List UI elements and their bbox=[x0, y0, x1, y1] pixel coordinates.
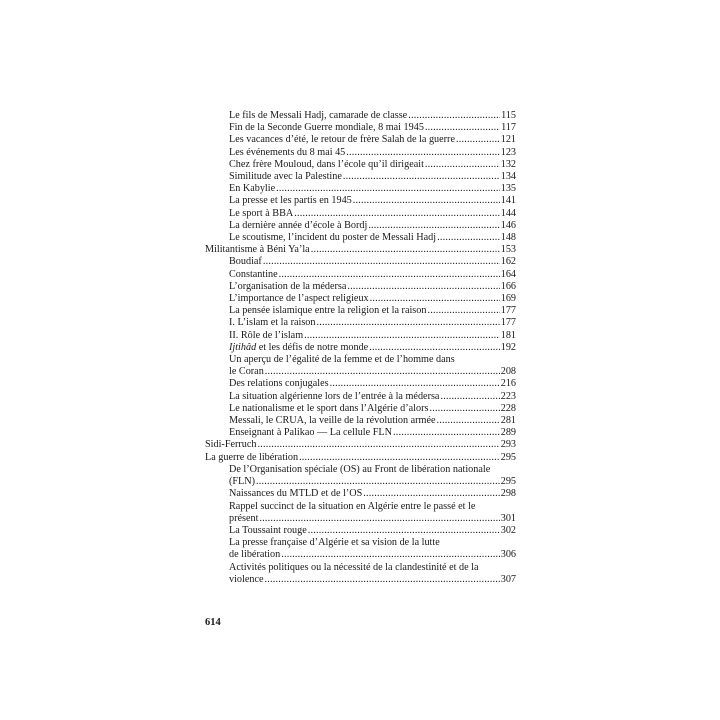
toc-entry bbox=[205, 537, 516, 561]
toc-entry-line bbox=[229, 147, 516, 159]
toc-entry-title: Sidi-Ferruch bbox=[205, 439, 257, 451]
dot-leader bbox=[308, 525, 500, 537]
toc-page-number: 216 bbox=[500, 378, 516, 390]
toc-entry-title: violence bbox=[229, 573, 264, 585]
toc-entry-line bbox=[229, 256, 516, 268]
toc-entry-line bbox=[229, 427, 516, 439]
toc-entry bbox=[205, 244, 516, 256]
toc-page-number: 164 bbox=[500, 268, 516, 280]
toc-entry bbox=[205, 391, 516, 403]
toc-entry-title: Fin de la Seconde Guerre mondiale, 8 mai 1945 bbox=[229, 122, 424, 134]
dot-leader bbox=[437, 232, 500, 244]
toc-entry-title: II. Rôle de l’islam bbox=[229, 329, 304, 341]
toc-entry-title: Messali, le CRUA, la veille de la révolution armée bbox=[229, 415, 436, 427]
dot-leader bbox=[265, 574, 500, 586]
dot-leader bbox=[256, 476, 500, 488]
toc-entry bbox=[205, 269, 516, 281]
toc-page-number: 166 bbox=[500, 280, 516, 292]
toc-page-number: 302 bbox=[500, 524, 516, 536]
toc-entry bbox=[205, 317, 516, 329]
toc-entry-title-line: La presse française d’Algérie et sa vision de la lutte bbox=[229, 537, 440, 549]
dot-leader bbox=[311, 244, 500, 256]
toc-entry-title-line: Rappel succinct de la situation en Algérie entre le passé et le bbox=[229, 500, 476, 512]
toc-entry-italic-term: Ijtihâd bbox=[229, 341, 257, 353]
toc-page-number: 181 bbox=[500, 329, 516, 341]
toc-entry bbox=[205, 232, 516, 244]
toc-page-number: 301 bbox=[500, 512, 516, 524]
toc-entry-title: La pensée islamique entre la religion et la raison bbox=[229, 305, 427, 317]
toc-entry bbox=[205, 439, 516, 451]
toc-page-number: 177 bbox=[500, 317, 516, 329]
dot-leader bbox=[427, 305, 499, 317]
dot-leader bbox=[346, 147, 499, 159]
toc-entry-line bbox=[229, 269, 516, 281]
toc-entry-title: Le sport à BBA bbox=[229, 207, 294, 219]
toc-entry-line bbox=[229, 513, 516, 525]
toc-entry-title: I. L’islam et la raison bbox=[229, 317, 316, 329]
toc-entry-title bbox=[229, 342, 368, 354]
toc-entry bbox=[205, 195, 516, 207]
toc-entry bbox=[205, 488, 516, 500]
dot-leader bbox=[299, 452, 500, 464]
toc-entry-line bbox=[229, 208, 516, 220]
toc-page-number: 295 bbox=[500, 476, 516, 488]
toc-entry-title: Constantine bbox=[229, 268, 278, 280]
toc-entry bbox=[205, 110, 516, 122]
dot-leader bbox=[281, 549, 500, 561]
toc-entry bbox=[205, 171, 516, 183]
toc-entry bbox=[205, 183, 516, 195]
toc-entry bbox=[205, 501, 516, 525]
toc-entry bbox=[205, 562, 516, 586]
toc-entry-line bbox=[229, 220, 516, 232]
toc-entry bbox=[205, 452, 516, 464]
toc-page-number: 115 bbox=[501, 110, 516, 121]
toc-entry bbox=[205, 354, 516, 378]
toc-page-number: 121 bbox=[500, 134, 516, 146]
dot-leader bbox=[316, 317, 499, 329]
dot-leader bbox=[347, 281, 499, 293]
dot-leader bbox=[294, 208, 499, 220]
toc-entry-line bbox=[229, 330, 516, 342]
toc-entry-title: La dernière année d’école à Bordj bbox=[229, 219, 368, 231]
toc-entry-title: Similitude avec la Palestine bbox=[229, 171, 342, 183]
toc-entry-line bbox=[229, 488, 516, 500]
toc-page-number: 148 bbox=[500, 232, 516, 244]
toc-page-number: 117 bbox=[501, 122, 516, 134]
toc-entry-line bbox=[229, 183, 516, 195]
dot-leader bbox=[440, 391, 499, 403]
toc-entry-line bbox=[229, 122, 516, 134]
toc-page-number: 135 bbox=[500, 183, 516, 195]
toc-entry bbox=[205, 427, 516, 439]
toc-entry-title: le Coran bbox=[229, 366, 264, 378]
toc-entry-title: Le nationalisme et le sport dans l’Algérie d’alors bbox=[229, 402, 429, 414]
toc-entry-line bbox=[229, 317, 516, 329]
toc-entry-line bbox=[229, 391, 516, 403]
toc-entry-line bbox=[229, 232, 516, 244]
dot-leader bbox=[363, 488, 499, 500]
toc-page-number: 123 bbox=[500, 146, 516, 158]
toc-entry-title: Le fils de Messali Hadj, camarade de classe bbox=[229, 110, 408, 121]
toc-entry-line bbox=[229, 574, 516, 586]
dot-leader bbox=[429, 403, 499, 415]
toc-page-number: 281 bbox=[500, 415, 516, 427]
toc-entry bbox=[205, 378, 516, 390]
dot-leader bbox=[263, 256, 500, 268]
toc-entry-title: Naissances du MTLD et de l’OS bbox=[229, 488, 363, 500]
toc-entry bbox=[205, 305, 516, 317]
toc-page-number: 153 bbox=[500, 244, 516, 256]
toc-entry bbox=[205, 415, 516, 427]
dot-leader bbox=[330, 378, 500, 390]
toc-entry bbox=[205, 464, 516, 488]
toc-entry-title: Des relations conjugales bbox=[229, 378, 329, 390]
toc-entry-title-line: De l’Organisation spéciale (OS) au Front de libération nationale bbox=[229, 463, 491, 475]
page-number: 614 bbox=[205, 617, 221, 628]
dot-leader bbox=[408, 110, 500, 122]
table-of-contents bbox=[205, 110, 516, 586]
toc-entry-title: La guerre de libération bbox=[205, 451, 299, 463]
dot-leader bbox=[265, 366, 500, 378]
toc-entry bbox=[205, 159, 516, 171]
toc-entry bbox=[205, 220, 516, 232]
toc-entry bbox=[205, 293, 516, 305]
toc-page-number: 144 bbox=[500, 207, 516, 219]
toc-entry bbox=[205, 525, 516, 537]
dot-leader bbox=[304, 330, 500, 342]
toc-page-number: 134 bbox=[500, 171, 516, 183]
toc-entry-line bbox=[229, 342, 516, 354]
toc-entry-title: Boudiaf bbox=[229, 256, 262, 268]
toc-page-number: 141 bbox=[500, 195, 516, 207]
dot-leader bbox=[425, 122, 500, 134]
toc-entry-title: L’organisation de la médersa bbox=[229, 280, 347, 292]
dot-leader bbox=[425, 159, 500, 171]
dot-leader bbox=[259, 513, 499, 525]
toc-entry-title: Les événements du 8 mai 45 bbox=[229, 146, 346, 158]
toc-entry-line bbox=[229, 525, 516, 537]
toc-page-number: 228 bbox=[500, 402, 516, 414]
dot-leader bbox=[369, 342, 500, 354]
toc-entry-line bbox=[205, 452, 516, 464]
toc-entry-line bbox=[229, 281, 516, 293]
toc-page-number: 298 bbox=[500, 488, 516, 500]
dot-leader bbox=[353, 195, 500, 207]
toc-entry bbox=[205, 147, 516, 159]
toc-entry-title: La presse et les partis en 1945 bbox=[229, 195, 352, 207]
toc-page-number: 289 bbox=[500, 427, 516, 439]
toc-entry-line bbox=[229, 159, 516, 171]
toc-entry-line bbox=[205, 244, 516, 256]
toc-page-number: 295 bbox=[500, 451, 516, 463]
toc-page-number: 208 bbox=[500, 366, 516, 378]
toc-page-number: 306 bbox=[500, 549, 516, 561]
toc-entry-title: La Toussaint rouge bbox=[229, 524, 307, 536]
toc-entry-title-line: Un aperçu de l’égalité de la femme et de l’homme dans bbox=[229, 354, 455, 366]
toc-entry bbox=[205, 330, 516, 342]
dot-leader bbox=[370, 293, 500, 305]
toc-entry-title: En Kabylie bbox=[229, 183, 276, 195]
toc-page-number: 146 bbox=[500, 219, 516, 231]
toc-entry-line bbox=[229, 305, 516, 317]
toc-entry-line bbox=[229, 378, 516, 390]
toc-entry-line bbox=[229, 134, 516, 146]
dot-leader bbox=[279, 269, 500, 281]
toc-entry-title: Militantisme à Béni Ya’la bbox=[205, 244, 310, 256]
toc-entry-title: Chez frère Mouloud, dans l’école qu’il dirigeait bbox=[229, 158, 424, 170]
dot-leader bbox=[437, 415, 500, 427]
toc-entry-title: de libération bbox=[229, 549, 281, 561]
toc-entry-line bbox=[229, 366, 516, 378]
toc-entry-line bbox=[229, 415, 516, 427]
toc-entry-line bbox=[229, 195, 516, 207]
toc-entry-title: Le scoutisme, l’incident du poster de Messali Hadj bbox=[229, 232, 437, 244]
toc-entry-line bbox=[205, 439, 516, 451]
dot-leader bbox=[258, 439, 500, 451]
toc-entry-title-rest: et les défis de notre monde bbox=[256, 341, 369, 353]
toc-page-number: 293 bbox=[500, 439, 516, 451]
toc-entry bbox=[205, 256, 516, 268]
toc-entry bbox=[205, 208, 516, 220]
toc-entry-line bbox=[229, 110, 516, 122]
toc-entry-line bbox=[229, 476, 516, 488]
toc-entry-title: Enseignant à Palikao — La cellule FLN bbox=[229, 427, 392, 439]
dot-leader bbox=[368, 220, 499, 232]
toc-entry-title: Les vacances d’été, le retour de frère Salah de la guerre bbox=[229, 134, 455, 146]
toc-entry-line bbox=[229, 549, 516, 561]
toc-entry-line bbox=[229, 293, 516, 305]
toc-entry bbox=[205, 342, 516, 354]
toc-page-number: 223 bbox=[500, 390, 516, 402]
toc-page-number: 177 bbox=[500, 305, 516, 317]
toc-entry bbox=[205, 281, 516, 293]
toc-entry-title: L’importance de l’aspect religieux bbox=[229, 293, 369, 305]
toc-entry-title: La situation algérienne lors de l’entrée à la médersa bbox=[229, 390, 440, 402]
toc-entry-title: (FLN) bbox=[229, 476, 256, 488]
toc-page-number: 132 bbox=[500, 158, 516, 170]
toc-page-number: 307 bbox=[500, 573, 516, 585]
toc-entry-title: présent bbox=[229, 512, 259, 524]
toc-page-number: 162 bbox=[500, 256, 516, 268]
dot-leader bbox=[276, 183, 500, 195]
toc-entry bbox=[205, 403, 516, 415]
toc-entry bbox=[205, 134, 516, 146]
toc-entry-title-line: Activités politiques ou la nécessité de la clandestinité et de la bbox=[229, 561, 479, 573]
toc-entry bbox=[205, 122, 516, 134]
toc-page-number: 169 bbox=[500, 293, 516, 305]
toc-entry-line bbox=[229, 403, 516, 415]
toc-page-number: 192 bbox=[500, 341, 516, 353]
dot-leader bbox=[456, 134, 500, 146]
dot-leader bbox=[343, 171, 500, 183]
dot-leader bbox=[393, 427, 500, 439]
toc-entry-line bbox=[229, 171, 516, 183]
